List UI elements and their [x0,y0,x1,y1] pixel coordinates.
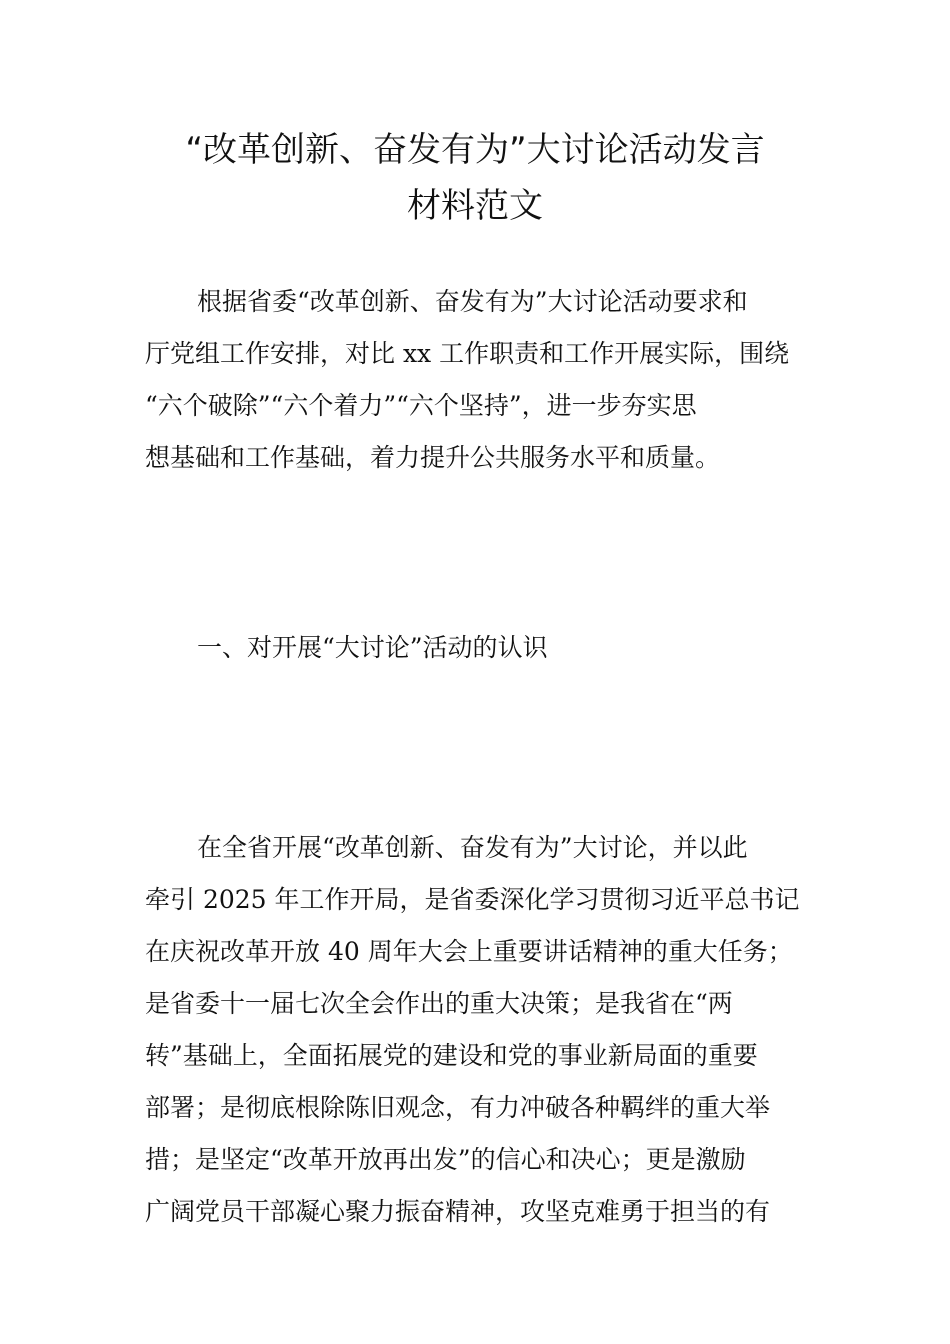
paragraph-line: 在全省开展“改革创新、奋发有为”大讨论，并以此 [197,833,748,862]
paragraph-line: 转”基础上，全面拓展党的建设和党的事业新局面的重要 [145,1041,758,1070]
paragraph-line: “六个破除”“六个着力”“六个坚持”，进一步夯实思 [145,391,697,420]
paragraph-line: 是省委十一届七次全会作出的重大决策；是我省在“两 [145,989,733,1018]
section-heading [145,622,810,674]
paragraph-line: 部署；是彻底根除陈旧观念，有力冲破各种羁绊的重大举 [145,1093,771,1122]
document-title [145,122,805,234]
paragraph-line: 厅党组工作安排，对比 xx 工作职责和工作开展实际，围绕 [145,339,790,368]
section-heading-text: 一、对开展“大讨论”活动的认识 [197,633,548,662]
paragraph-line: 广阔党员干部凝心聚力振奋精神，攻坚克难勇于担当的有 [145,1197,771,1226]
paragraph-line: 牵引 2025 年工作开局，是省委深化学习贯彻习近平总书记 [145,885,800,914]
title-line: 材料范文 [407,186,543,226]
paragraph-line: 在庆祝改革开放 40 周年大会上重要讲话精神的重大任务； [145,937,793,966]
paragraph-line: 措；是坚定“改革开放再出发”的信心和决心；更是激励 [145,1145,746,1174]
body-paragraph [145,822,810,1238]
body-paragraph [145,276,810,484]
paragraph-line: 根据省委“改革创新、奋发有为”大讨论活动要求和 [197,287,748,316]
paragraph-line: 想基础和工作基础，着力提升公共服务水平和质量。 [145,443,721,472]
title-line: “改革创新、奋发有为”大讨论活动发言 [185,130,765,170]
